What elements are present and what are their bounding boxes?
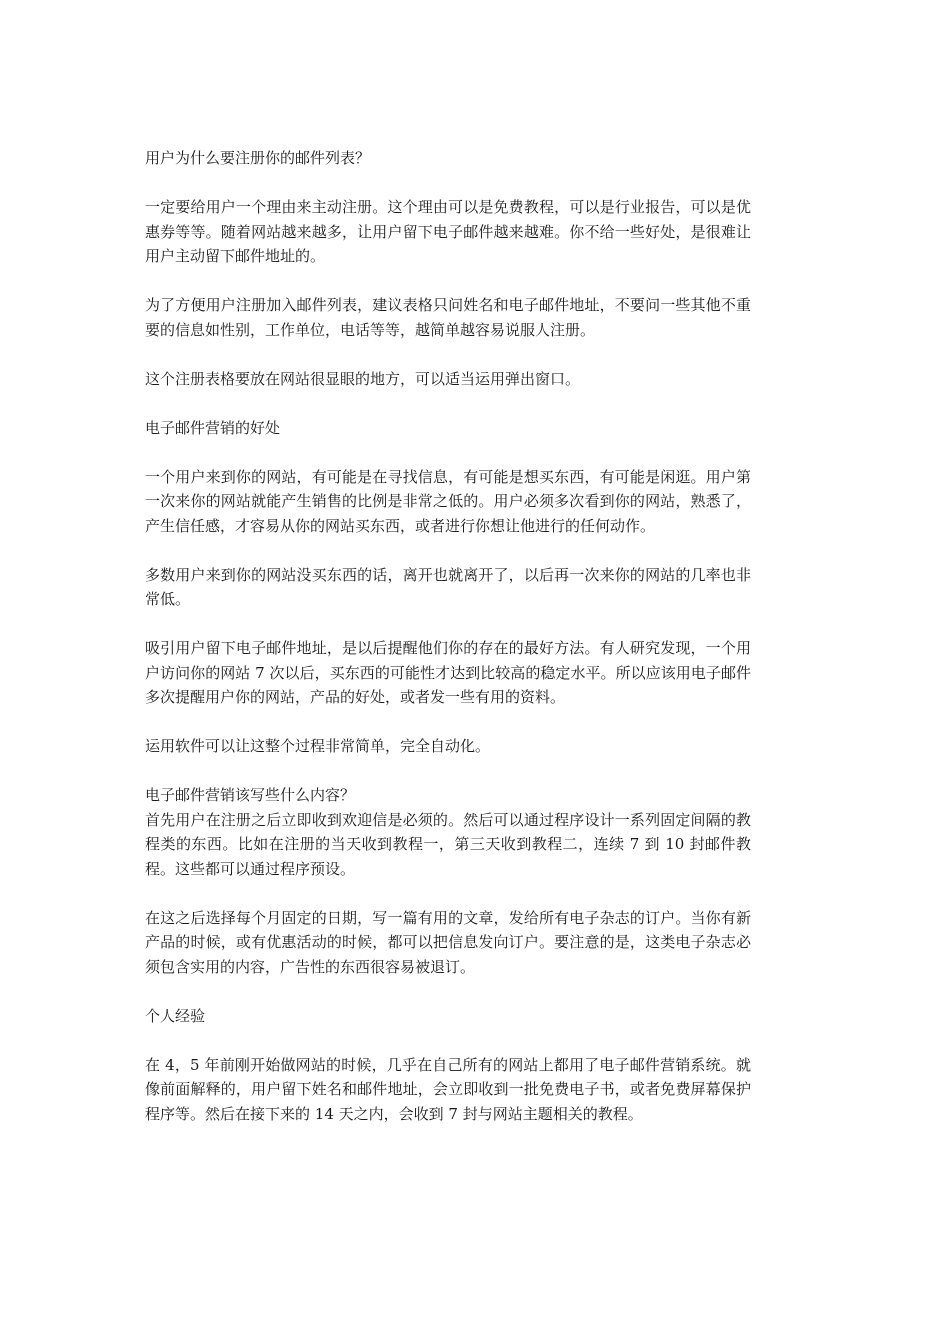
- paragraph-first-visit: 一个用户来到你的网站，有可能是在寻找信息，有可能是想买东西，有可能是闲逛。用户第一次来你的网站就能产生销售的比例是非常之低的。用户必须多次看到你的网站，熟悉了，产生信任感，才容易从你的网站买东西，或者进行你想让他进行的任何动作。: [145, 467, 751, 535]
- section-heading-content: 电子邮件营销该写些什么内容？: [145, 786, 356, 804]
- paragraph-simple-form: 为了方便用户注册加入邮件列表，建议表格只问姓名和电子邮件地址，不要问一些其他不重要的信息如性别，工作单位，电话等等，越简单越容易说服人注册。: [145, 296, 751, 339]
- paragraph-monthly-newsletter: 在这之后选择每个月固定的日期，写一篇有用的文章，发给所有电子杂志的订户。当你有新产品的时候，或有优惠活动的时候，都可以把信息发向订户。要注意的是，这类电子杂志必须包含实用的内容，广告性的东西很容易被退订。: [145, 908, 751, 976]
- section-heading-why-register: 用户为什么要注册你的邮件列表？: [145, 149, 371, 167]
- paragraph-reason-to-register: 一定要给用户一个理由来主动注册。这个理由可以是免费教程，可以是行业报告，可以是优惠券等等。随着网站越来越多，让用户留下电子邮件越来越难。你不给一些好处，是很难让用户主动留下邮件地址的。: [145, 198, 751, 265]
- section-heading-benefits: 电子邮件营销的好处: [145, 418, 281, 437]
- document-page: [145, 146, 751, 1151]
- section-heading-experience: 个人经验: [145, 1006, 206, 1025]
- paragraph-form-placement: 这个注册表格要放在网站很显眼的地方，可以适当运用弹出窗口。: [145, 369, 581, 388]
- paragraph-welcome-series: 首先用户在注册之后立即收到欢迎信是必须的。然后可以通过程序设计一系列固定间隔的教程类的东西。比如在注册的当天收到教程一，第三天收到教程二，连续 7 到 10 封邮件教程。这些都可以通过程序预设。: [145, 810, 751, 878]
- paragraph-automation: 运用软件可以让这整个过程非常简单，完全自动化。: [145, 737, 491, 755]
- paragraph-remind-users: 吸引用户留下电子邮件地址，是以后提醒他们你的存在的最好方法。有人研究发现，一个用户访问你的网站 7 次以后，买东西的可能性才达到比较高的稳定水平。所以应该用电子邮件多次提醒用户你的网站，产品的好处，或者发一些有用的资料。: [145, 639, 751, 706]
- paragraph-personal-experience: 在 4，5 年前刚开始做网站的时候，几乎在自己所有的网站上都用了电子邮件营销系统。就像前面解释的，用户留下姓名和邮件地址，会立即收到一批免费电子书，或者免费屏幕保护程序等。然后在接下来的 14 天之内，会收到 7 封与网站主题相关的教程。: [145, 1055, 751, 1123]
- paragraph-return-rate: 多数用户来到你的网站没买东西的话，离开也就离开了，以后再一次来你的网站的几率也非常低。: [145, 565, 751, 608]
